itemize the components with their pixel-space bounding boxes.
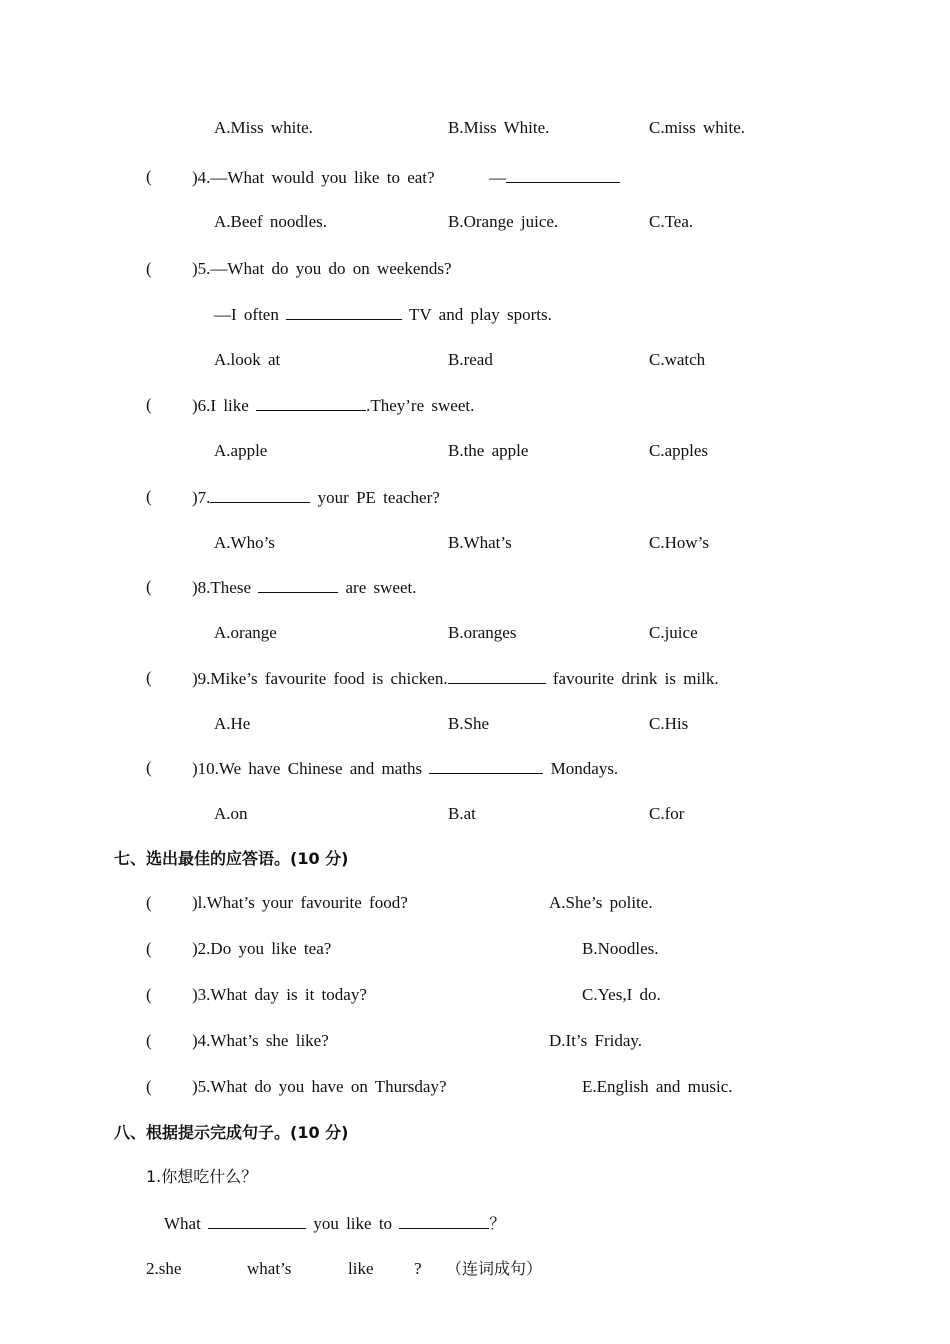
s7-q3-question: )3.What day is it today? — [192, 985, 367, 1004]
q10-question — [192, 757, 618, 780]
q8-option-a: A.orange — [214, 623, 277, 642]
s7-answer-c: C.Yes,I do. — [582, 985, 661, 1004]
q6-question — [192, 394, 474, 417]
section-7-title: 七、选出最佳的应答语。(10 分) — [114, 849, 349, 868]
q4-option-c: C.Tea. — [649, 212, 694, 231]
q4-answer-dash: — — [489, 168, 507, 187]
q4-answer-paren[interactable]: ( — [146, 167, 152, 186]
s8-item1-end: ？ — [489, 1214, 506, 1233]
q5-line2-end: TV and play sports. — [409, 305, 552, 324]
q5-option-a: A.look at — [214, 350, 281, 369]
s8-item2-hint: （连词成句） — [446, 1259, 543, 1278]
s7-q2-question: )2.Do you like tea? — [192, 939, 332, 958]
q10-option-b: B.at — [448, 804, 476, 823]
q4-option-a: A.Beef noodles. — [214, 212, 328, 231]
q7-question — [192, 486, 440, 509]
q9-answer-paren[interactable]: ( — [146, 668, 152, 687]
s7-answer-e: E.English and music. — [582, 1077, 733, 1096]
q5-line2 — [214, 303, 552, 326]
q5-answer-paren[interactable]: ( — [146, 259, 152, 278]
q5-option-c: C.watch — [649, 350, 706, 369]
s8-item1-blank-1[interactable] — [208, 1212, 306, 1229]
q8-question — [192, 576, 416, 599]
q8-option-c: C.juice — [649, 623, 698, 642]
q10-option-c: C.for — [649, 804, 685, 823]
s7-q4-question: )4.What’s she like? — [192, 1031, 329, 1050]
s7-answer-a: A.She’s polite. — [549, 893, 653, 912]
q6-answer-paren[interactable]: ( — [146, 395, 152, 414]
s7-q5-question: )5.What do you have on Thursday? — [192, 1077, 447, 1096]
q8-question-start: )8.These — [192, 578, 252, 597]
q10-option-a: A.on — [214, 804, 248, 823]
s8-item1-sentence — [164, 1212, 505, 1235]
q7-answer-paren[interactable]: ( — [146, 487, 152, 506]
q9-question — [192, 667, 719, 690]
q4-question — [192, 166, 620, 189]
section-8-title: 八、根据提示完成句子。(10 分) — [114, 1123, 349, 1142]
q6-option-a: A.apple — [214, 441, 268, 460]
q8-blank[interactable] — [258, 576, 338, 593]
q9-question-start: )9.Mike’s favourite food is chicken. — [192, 669, 448, 688]
s8-item2-w3: like — [348, 1259, 374, 1278]
s7-q5-paren[interactable]: ( — [146, 1077, 152, 1096]
s8-item2-w1: 2.she — [146, 1259, 182, 1278]
q9-option-b: B.She — [448, 714, 490, 733]
q6-question-start: )6.I like — [192, 396, 249, 415]
s7-q2-paren[interactable]: ( — [146, 939, 152, 958]
q7-question-end: your PE teacher? — [317, 488, 440, 507]
q7-question-start: )7. — [192, 488, 211, 507]
s8-item1-what: What — [164, 1214, 201, 1233]
q7-blank[interactable] — [210, 486, 310, 503]
q9-option-a: A.He — [214, 714, 251, 733]
q6-question-end: .They’re sweet. — [366, 396, 475, 415]
s8-item2-w2: what’s — [247, 1259, 292, 1278]
s7-answer-b: B.Noodles. — [582, 939, 659, 958]
s7-q3-paren[interactable]: ( — [146, 985, 152, 1004]
q10-blank[interactable] — [429, 757, 543, 774]
s8-item1-blank-2[interactable] — [399, 1212, 489, 1229]
q6-option-b: B.the apple — [448, 441, 529, 460]
q10-question-end: Mondays. — [550, 759, 619, 778]
s7-q1-paren[interactable]: ( — [146, 893, 152, 912]
q3-option-a: A.Miss white. — [214, 118, 313, 137]
q5-line2-start: —I often — [214, 305, 279, 324]
q7-option-a: A.Who’s — [214, 533, 275, 552]
q5-option-b: B.read — [448, 350, 493, 369]
q3-option-b: B.Miss White. — [448, 118, 550, 137]
q10-question-start: )10.We have Chinese and maths — [192, 759, 423, 778]
s8-item1-prompt: 1.你想吃什么？ — [146, 1167, 258, 1186]
q3-option-c: C.miss white. — [649, 118, 746, 137]
q4-blank[interactable] — [506, 166, 620, 183]
q5-blank[interactable] — [286, 303, 402, 320]
q4-question-text: )4.—What would you like to eat? — [192, 168, 435, 187]
q6-blank[interactable] — [256, 394, 366, 411]
q8-question-end: are sweet. — [345, 578, 417, 597]
s7-answer-d: D.It’s Friday. — [549, 1031, 643, 1050]
s7-q1-question: )l.What’s your favourite food? — [192, 893, 408, 912]
q6-option-c: C.apples — [649, 441, 709, 460]
q8-option-b: B.oranges — [448, 623, 517, 642]
q8-answer-paren[interactable]: ( — [146, 577, 152, 596]
s7-q4-paren[interactable]: ( — [146, 1031, 152, 1050]
s8-item1-mid: you like to — [313, 1214, 393, 1233]
q9-blank[interactable] — [448, 667, 546, 684]
q7-option-c: C.How’s — [649, 533, 709, 552]
q9-question-end: favourite drink is milk. — [552, 669, 719, 688]
s8-item2-w4: ? — [414, 1259, 422, 1278]
q5-question: )5.—What do you do on weekends? — [192, 259, 452, 278]
q10-answer-paren[interactable]: ( — [146, 758, 152, 777]
q4-option-b: B.Orange juice. — [448, 212, 559, 231]
q7-option-b: B.What’s — [448, 533, 512, 552]
q9-option-c: C.His — [649, 714, 689, 733]
